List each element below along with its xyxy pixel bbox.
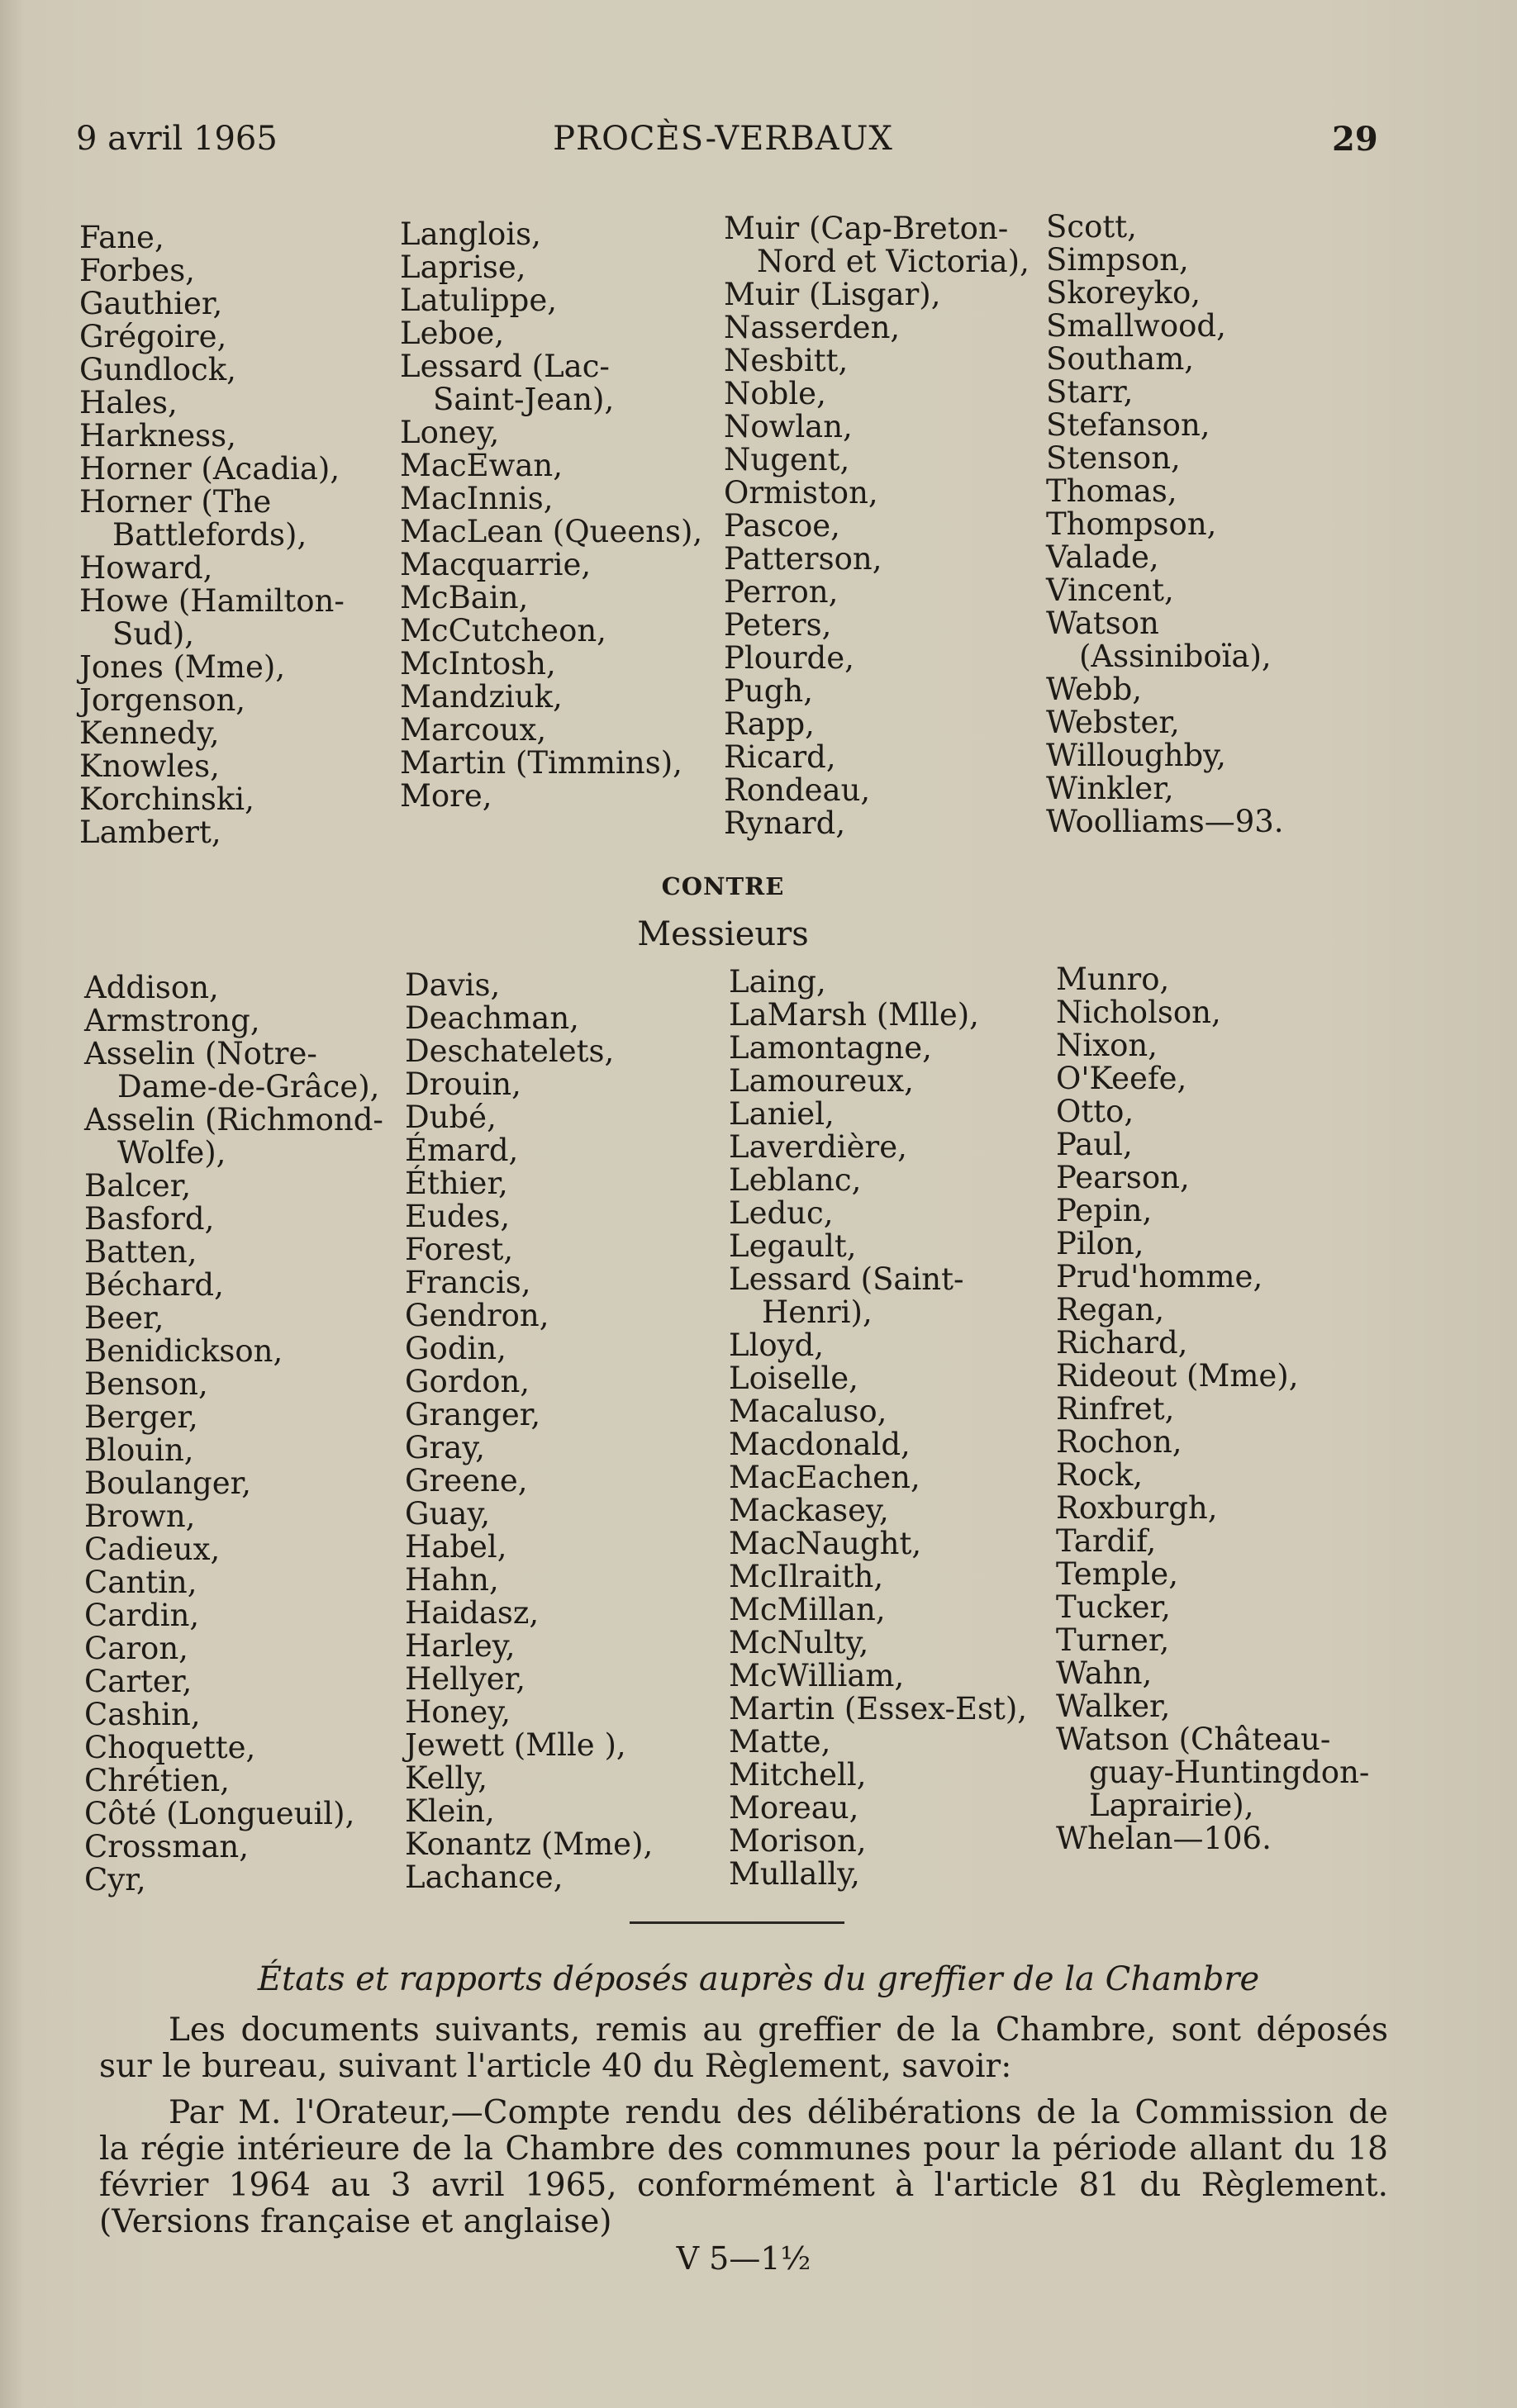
member-name: Klein,	[405, 1793, 495, 1829]
member-name-continuation: Battlefords),	[112, 517, 307, 553]
member-name: Richard,	[1056, 1325, 1188, 1361]
member-name: Balcer,	[84, 1168, 192, 1204]
member-name: Watson (Château-	[1056, 1722, 1331, 1757]
member-name: Greene,	[405, 1463, 528, 1498]
member-name: Macaluso,	[729, 1394, 887, 1429]
member-name: Haidasz,	[405, 1595, 540, 1631]
member-name: Turner,	[1056, 1622, 1170, 1658]
member-name: Granger,	[405, 1397, 541, 1432]
member-name: Addison,	[84, 970, 219, 1005]
member-name: Loiselle,	[729, 1361, 858, 1396]
member-name: Wahn,	[1056, 1655, 1153, 1691]
member-name-continuation: (Assiniboïa),	[1079, 639, 1272, 674]
member-name: Noble,	[724, 376, 826, 411]
member-name: Brown,	[84, 1498, 196, 1534]
member-name: Roxburgh,	[1056, 1490, 1218, 1526]
member-name: Tardif,	[1056, 1523, 1157, 1559]
member-name: Leduc,	[729, 1195, 834, 1231]
member-name: Korchinski,	[79, 781, 254, 817]
member-name: Laniel,	[729, 1096, 835, 1132]
member-name: Éthier,	[405, 1166, 508, 1201]
member-name: Cashin,	[84, 1697, 201, 1732]
member-name: Perron,	[724, 574, 839, 610]
member-name: MacInnis,	[400, 481, 554, 516]
member-name: Kennedy,	[79, 715, 220, 751]
member-name: Cyr,	[84, 1862, 146, 1897]
member-name: Cardin,	[84, 1598, 200, 1633]
member-name: Hahn,	[405, 1562, 499, 1598]
contre-column-1	[84, 971, 383, 1897]
member-name: Crossman,	[84, 1829, 249, 1864]
member-name: MacEachen,	[729, 1460, 920, 1495]
member-name: Gray,	[405, 1430, 486, 1465]
member-name: Rynard,	[724, 805, 846, 841]
pour-column-1	[79, 221, 345, 849]
member-name: Hales,	[79, 385, 178, 420]
member-name: McWilliam,	[729, 1658, 905, 1693]
paragraph-documents-text: Les documents suivants, remis au greffier de la Chambre, sont déposés sur le bureau, suivant l'article 40 du Règlement, savoir:	[99, 2011, 1388, 2085]
pour-column-3	[724, 212, 1030, 840]
member-name: Caron,	[84, 1631, 188, 1666]
header-title: PROCÈS-VERBAUX	[553, 120, 893, 158]
member-name: Marcoux,	[400, 712, 547, 748]
member-name: Nasserden,	[724, 310, 901, 345]
member-name: Langlois,	[400, 216, 541, 252]
member-name: Morison,	[729, 1823, 867, 1859]
member-name: Southam,	[1046, 341, 1195, 377]
paragraph-documents	[99, 2012, 1388, 2085]
member-name: Tucker,	[1056, 1589, 1171, 1625]
member-name: Leboe,	[400, 316, 505, 351]
member-name: Deachman,	[405, 1000, 579, 1036]
member-name: Lachance,	[405, 1859, 564, 1895]
member-name: Chrétien,	[84, 1763, 230, 1798]
member-name: Boulanger,	[84, 1465, 251, 1501]
member-name: Thomas,	[1046, 473, 1177, 509]
member-name: McMillan,	[729, 1592, 886, 1627]
member-name: Pilon,	[1056, 1226, 1144, 1261]
member-name: Armstrong,	[84, 1003, 260, 1038]
member-name: Lambert,	[79, 815, 221, 850]
member-name: Côté (Longueuil),	[84, 1796, 355, 1831]
member-name: Benson,	[84, 1366, 208, 1402]
member-name: Paul,	[1056, 1127, 1133, 1162]
member-name: Jewett (Mlle ),	[405, 1727, 626, 1763]
member-name: McCutcheon,	[400, 613, 606, 648]
member-name-continuation: Henri),	[762, 1294, 873, 1330]
member-name: Scott,	[1046, 209, 1137, 245]
member-name: Skoreyko,	[1046, 275, 1201, 311]
contre-column-3	[729, 966, 1027, 1891]
member-name: McNulty,	[729, 1625, 869, 1660]
member-name: Leblanc,	[729, 1162, 862, 1198]
member-name: Forest,	[405, 1232, 514, 1267]
member-name: Thompson,	[1046, 506, 1217, 542]
member-name: McBain,	[400, 580, 529, 615]
member-name: Konantz (Mme),	[405, 1826, 654, 1862]
member-name: Nixon,	[1056, 1028, 1158, 1063]
member-name: Mitchell,	[729, 1757, 867, 1793]
member-name: O'Keefe,	[1056, 1061, 1187, 1096]
member-name: Munro,	[1056, 962, 1170, 997]
member-name-continuation: Saint-Jean),	[433, 382, 615, 417]
member-name: Émard,	[405, 1133, 519, 1168]
member-name: Rondeau,	[724, 772, 871, 808]
member-name: Mackasey,	[729, 1493, 889, 1528]
member-name: Guay,	[405, 1496, 491, 1532]
member-name: Macdonald,	[729, 1427, 911, 1462]
contre-column-4	[1056, 963, 1369, 1855]
member-name: MacLean (Queens),	[400, 514, 703, 549]
member-name: Willoughby,	[1046, 738, 1226, 773]
member-name-continuation: Nord et Victoria),	[757, 244, 1030, 279]
member-name: Jorgenson,	[79, 682, 246, 718]
member-name: Plourde,	[724, 640, 854, 676]
member-name: Honey,	[405, 1694, 511, 1730]
member-name: Gordon,	[405, 1364, 530, 1399]
member-name: Laing,	[729, 964, 826, 1000]
member-name: Regan,	[1056, 1292, 1165, 1327]
member-name: Gundlock,	[79, 352, 236, 387]
member-name: Martin (Timmins),	[400, 745, 682, 781]
member-name: Lloyd,	[729, 1327, 825, 1363]
member-name: Otto,	[1056, 1094, 1134, 1129]
member-name: Howard,	[79, 550, 213, 586]
footer-signature: V 5—1½	[676, 2240, 811, 2277]
member-name: Stefanson,	[1046, 407, 1210, 443]
member-name: Horner (The	[79, 484, 272, 520]
member-name: Gendron,	[405, 1298, 549, 1333]
member-name: Nugent,	[724, 442, 850, 477]
member-name: Walker,	[1056, 1688, 1171, 1724]
member-name-continuation: guay-Huntingdon-	[1089, 1755, 1370, 1790]
paragraph-orateur-text: Par M. l'Orateur,—Compte rendu des délibérations de la Commission de la régie intérieure de la Chambre des communes pour la période allant du 18 février 1964 au 3 avril 1965, conformément à l'article 81 du Règlement. (Versions française et anglaise)	[99, 2094, 1388, 2240]
pour-column-4	[1046, 211, 1284, 838]
member-name: LaMarsh (Mlle),	[729, 997, 979, 1033]
member-name: Basford,	[84, 1201, 215, 1237]
member-name: Gauthier,	[79, 286, 223, 321]
member-name: Fane,	[79, 220, 164, 255]
member-name: Laverdière,	[729, 1129, 907, 1165]
member-name: Legault,	[729, 1228, 857, 1264]
member-name-continuation: Laprairie),	[1089, 1788, 1254, 1823]
pour-column-2	[400, 218, 702, 813]
member-name: Grégoire,	[79, 319, 227, 354]
member-name: Starr,	[1046, 374, 1134, 410]
member-name: Asselin (Richmond-	[84, 1102, 383, 1138]
member-name: Lessard (Saint-	[729, 1261, 964, 1297]
member-name: Vincent,	[1046, 572, 1174, 608]
member-name: McIntosh,	[400, 646, 556, 682]
member-name: Pearson,	[1056, 1160, 1190, 1195]
member-name: Moreau,	[729, 1790, 859, 1826]
header-date: 9 avril 1965	[76, 120, 278, 158]
member-name: Mullally,	[729, 1856, 860, 1892]
member-name: Cadieux,	[84, 1532, 221, 1567]
member-name: Rochon,	[1056, 1424, 1182, 1460]
member-name: Forbes,	[79, 253, 195, 288]
member-name: Ormiston,	[724, 475, 878, 511]
page-number: 29	[1332, 120, 1378, 159]
member-name: Pascoe,	[724, 508, 840, 544]
member-name: Eudes,	[405, 1199, 511, 1234]
member-name: Lessard (Lac-	[400, 349, 610, 384]
member-name: Harkness,	[79, 418, 236, 454]
member-name: Asselin (Notre-	[84, 1036, 317, 1071]
member-name: Rinfret,	[1056, 1391, 1175, 1427]
member-name-continuation: Sud),	[112, 616, 195, 652]
contre-subheading: Messieurs	[637, 915, 809, 953]
member-name: Nesbitt,	[724, 343, 849, 378]
member-name: Cantin,	[84, 1565, 197, 1600]
member-name: More,	[400, 778, 492, 814]
member-name: Prud'homme,	[1056, 1259, 1263, 1294]
member-name: Martin (Essex-Est),	[729, 1691, 1028, 1726]
member-name: Latulippe,	[400, 283, 558, 318]
member-name: Winkler,	[1046, 771, 1174, 806]
section-title: États et rapports déposés auprès du greffier de la Chambre	[257, 1960, 1260, 1998]
member-name: Rideout (Mme),	[1056, 1358, 1299, 1394]
contre-column-2	[405, 969, 653, 1894]
member-name: Muir (Lisgar),	[724, 277, 941, 312]
member-name: Woolliams—93.	[1046, 804, 1284, 839]
member-name: Webster,	[1046, 705, 1180, 740]
member-name: Macquarrie,	[400, 547, 592, 582]
member-name: Mandziuk,	[400, 679, 563, 715]
member-name: Nicholson,	[1056, 995, 1221, 1030]
member-name: Rock,	[1056, 1457, 1144, 1493]
member-name: Smallwood,	[1046, 308, 1226, 344]
member-name: Francis,	[405, 1265, 531, 1300]
contre-heading: CONTRE	[661, 872, 785, 900]
member-name: Watson	[1046, 606, 1159, 641]
member-name: Stenson,	[1046, 440, 1181, 476]
member-name: Harley,	[405, 1628, 516, 1664]
member-name-continuation: Wolfe),	[117, 1135, 226, 1171]
member-name: MacNaught,	[729, 1526, 922, 1561]
member-name-continuation: Dame-de-Grâce),	[117, 1069, 380, 1104]
member-name: Laprise,	[400, 249, 526, 285]
section-divider	[630, 1921, 844, 1924]
member-name: Howe (Hamilton-	[79, 583, 345, 619]
member-name: Valade,	[1046, 539, 1159, 575]
member-name: Habel,	[405, 1529, 507, 1565]
member-name: Davis,	[405, 967, 501, 1003]
member-name: Horner (Acadia),	[79, 451, 340, 487]
member-name: Kelly,	[405, 1760, 487, 1796]
paragraph-orateur	[99, 2095, 1388, 2240]
member-name: MacEwan,	[400, 448, 563, 483]
member-name: Knowles,	[79, 748, 220, 784]
member-name: Pepin,	[1056, 1193, 1153, 1228]
member-name: Beer,	[84, 1300, 164, 1336]
member-name: Béchard,	[84, 1267, 224, 1303]
member-name: Benidickson,	[84, 1333, 283, 1369]
member-name: Blouin,	[84, 1432, 194, 1468]
member-name: Patterson,	[724, 541, 882, 577]
member-name: Ricard,	[724, 739, 836, 775]
member-name: Whelan—106.	[1056, 1821, 1272, 1856]
member-name: Carter,	[84, 1664, 193, 1699]
member-name: Drouin,	[405, 1066, 521, 1102]
member-name: Pugh,	[724, 673, 814, 709]
member-name: Dubé,	[405, 1100, 497, 1135]
member-name: Berger,	[84, 1399, 198, 1435]
member-name: Simpson,	[1046, 242, 1189, 278]
member-name: Lamoureux,	[729, 1063, 914, 1099]
member-name: McIlraith,	[729, 1559, 884, 1594]
member-name: Nowlan,	[724, 409, 853, 444]
member-name: Jones (Mme),	[79, 649, 286, 685]
member-name: Godin,	[405, 1331, 506, 1366]
member-name: Muir (Cap-Breton-	[724, 211, 1009, 246]
member-name: Deschatelets,	[405, 1033, 615, 1069]
member-name: Hellyer,	[405, 1661, 526, 1697]
member-name: Lamontagne,	[729, 1030, 932, 1066]
member-name: Loney,	[400, 415, 500, 450]
member-name: Rapp,	[724, 706, 815, 742]
member-name: Peters,	[724, 607, 832, 643]
member-name: Choquette,	[84, 1730, 256, 1765]
member-name: Temple,	[1056, 1556, 1178, 1592]
member-name: Batten,	[84, 1234, 197, 1270]
member-name: Matte,	[729, 1724, 831, 1760]
member-name: Webb,	[1046, 672, 1143, 707]
